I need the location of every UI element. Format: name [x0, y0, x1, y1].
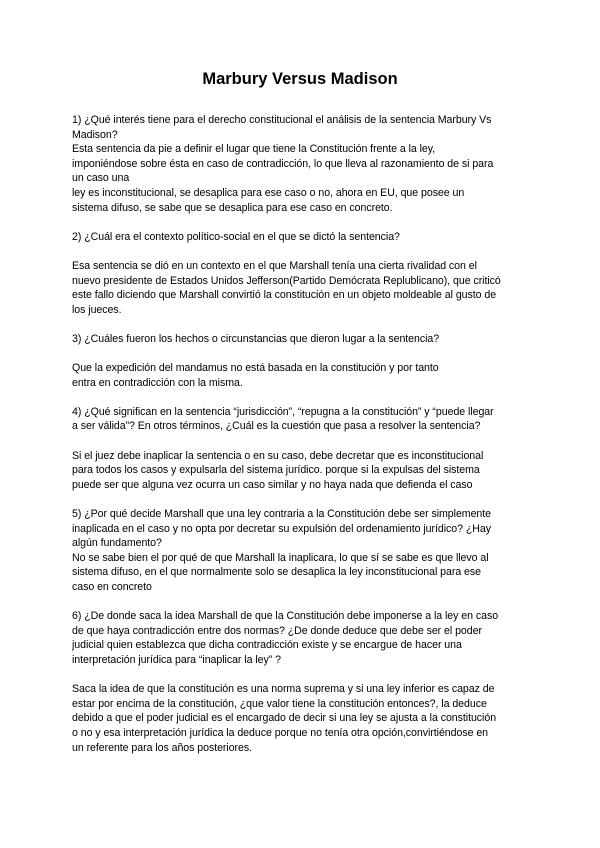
paragraph-line: 5) ¿Por qué decide Marshall que una ley contraria a la Constitución debe ser simplemente — [72, 508, 491, 521]
paragraph-line: Esta sentencia da pie a definir el lugar que tiene la Constitución frente a la ley, — [72, 143, 436, 156]
paragraph-line: 1) ¿Qué interés tiene para el derecho constitucional el análisis de la sentencia Marbury Vs — [72, 114, 492, 126]
paragraph-line: 3) ¿Cuáles fueron los hechos o circunstancias que dieron lugar a la sentencia? — [72, 332, 440, 345]
paragraph-line: ley es inconstitucional, se desaplica para ese caso o no, ahora en EU, que posee un — [72, 186, 465, 199]
paragraph-line: sistema difuso, en el que normalmente solo se desaplica la ley inconstitucional para ese — [72, 566, 481, 579]
paragraph-gap — [72, 492, 532, 507]
paragraph-line: nuevo presidente de Estados Unidos Jefferson(Partido Demócrata Replublicano), que criticó — [72, 274, 501, 287]
paragraph-line: un referente para los años posteriores. — [72, 741, 253, 754]
paragraph-line: o no y esa interpretación jurídica la deduce porque no tenía otra opción,convirtiéndose en — [72, 726, 488, 739]
paragraph-line: caso en concreto — [72, 581, 152, 593]
document-title: Marbury Versus Madison — [202, 70, 398, 88]
paragraph-line: 6) ¿De donde saca la idea Marshall de que la Constitución debe imponerse a la ley en caso — [72, 610, 499, 623]
section-a3 — [72, 361, 532, 390]
paragraph-gap — [72, 347, 532, 362]
paragraph-gap — [72, 244, 532, 259]
section-q4 — [72, 405, 532, 434]
paragraph-line: Madison? — [72, 128, 118, 141]
paragraph-line: para todos los casos y expulsarla del sistema jurídico. porque si la expulsas del sistema — [72, 464, 480, 477]
section-a4 — [72, 449, 532, 493]
section-q6 — [72, 609, 532, 667]
section-a2 — [72, 259, 532, 317]
section-q1 — [72, 113, 532, 215]
paragraph-gap — [72, 215, 532, 230]
paragraph-line: a ser válida”? En otros términos, ¿Cuál es la cuestión que pasa a resolver la sentencia? — [72, 420, 481, 433]
paragraph-line: judicial quien establezca que dicha contradicción existe y se encargue de hacer una — [72, 639, 462, 652]
paragraph-line: este fallo diciendo que Marshall convirtió la constitución en un objeto moldeable al gusto de — [72, 289, 497, 302]
paragraph-line: puede ser que alguna vez ocurra un caso similar y no haya nada que defienda el caso — [72, 478, 473, 491]
paragraph-line: debido a que el poder judicial es el encargado de decir si una ley se ajusta a la constitución — [72, 712, 497, 725]
paragraph-line: inaplicada en el caso y no opta por decretar su expulsión del ordenamiento jurídico? ¿Hay — [72, 522, 491, 535]
paragraph-line: un caso una — [72, 172, 130, 185]
paragraph-gap — [72, 317, 532, 332]
paragraph-line: Que la expedición del mandamus no está basada en la constitución y por tanto — [72, 362, 439, 375]
paragraph-line: los jueces. — [72, 303, 122, 316]
paragraph-line: entra en contradicción con la misma. — [72, 376, 243, 389]
section-q5 — [72, 507, 532, 595]
paragraph-gap — [72, 595, 532, 610]
section-q3 — [72, 332, 532, 347]
paragraph-gap — [72, 668, 532, 683]
paragraph-gap — [72, 390, 532, 405]
document-body — [72, 113, 532, 755]
paragraph-line: 4) ¿Qué significan en la sentencia “jurisdicción”, “repugna a la constitución” y “puede llegar — [72, 405, 494, 418]
section-a6 — [72, 682, 532, 755]
paragraph-line: No se sabe bien el por qué de que Marshall la inaplicara, lo que sí se sabe es que llevo al — [72, 551, 489, 564]
paragraph-line: interpretación jurídica para “inaplicar la ley” ? — [72, 653, 281, 666]
section-q2 — [72, 230, 532, 245]
paragraph-line: imponiéndose sobre ésta en caso de contradicción, lo que lleva al razonamiento de si para — [72, 157, 494, 170]
paragraph-line: Saca la idea de que la constitución es una norma suprema y si una ley inferior es capaz de — [72, 683, 495, 696]
paragraph-line: Esa sentencia se dió en un contexto en el que Marshall tenía una cierta rivalidad con el — [72, 259, 477, 272]
paragraph-line: estar por encima de la constitución, ¿que valor tiene la constitución entonces?, la deduce — [72, 697, 487, 710]
paragraph-line: de que haya contradicción entre dos normas? ¿De donde deduce que debe ser el poder — [72, 624, 482, 637]
paragraph-line: Si el juez debe inaplicar la sentencia o en su caso, debe decretar que es inconstitucional — [72, 449, 484, 462]
paragraph-line: sistema difuso, se sabe que se desaplica para ese caso en concreto. — [72, 201, 393, 214]
paragraph-line: algún fundamento? — [72, 537, 162, 550]
paragraph-gap — [72, 434, 532, 449]
paragraph-line: 2) ¿Cuál era el contexto político-social en el que se dictó la sentencia? — [72, 230, 400, 243]
